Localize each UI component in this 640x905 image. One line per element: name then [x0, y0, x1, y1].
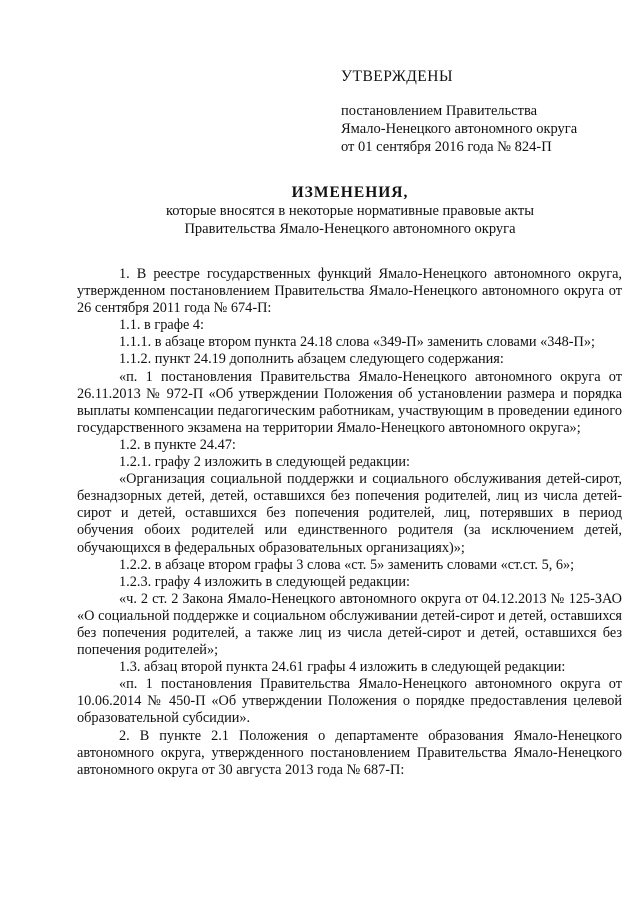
document-title: ИЗМЕНЕНИЯ, [291, 184, 409, 201]
document-body [77, 266, 622, 779]
paragraph-1-2: 1.2. в пункте 24.47: [119, 436, 236, 453]
paragraph-1-3: 1.3. абзац второй пункта 24.61 графы 4 изложить в следующей редакции: [119, 659, 566, 676]
document-subtitle-1: которые вносятся в некоторые нормативные правовые акты [165, 203, 534, 219]
paragraph-1-1: 1.1. в графе 4: [119, 317, 205, 334]
paragraph-1-2-1: 1.2.1. графу 2 изложить в следующей редакции: [119, 454, 410, 471]
approval-line-3: от 01 сентября 2016 года № 824-П [341, 139, 552, 155]
paragraph-quote-3: «ч. 2 ст. 2 Закона Ямало-Ненецкого автономного округа от 04.12.2013 № 125-ЗАО «О социальной поддержке и социальном обслуживании детей-сирот и детей, оставшихся без попечения родителей, а также лиц из числа детей-сирот и детей, оставшихся без попечения родителей»; [77, 590, 622, 659]
paragraph-1-1-2: 1.1.2. пункт 24.19 дополнить абзацем следующего содержания: [119, 351, 504, 368]
paragraph-quote-2: «Организация социальной поддержки и социального обслуживания детей-сирот, безнадзорных детей, детей, оставшихся без попечения родителей, лиц из числа детей-сирот и детей, оставшихся без попечения родителей, лиц, потерявших в период обучения обоих родителей или единственного родителя (за исключением детей, обучающихся в федеральных образовательных организациях)»; [77, 471, 622, 556]
document-subtitle-2: Правительства Ямало-Ненецкого автономного округа [184, 221, 516, 237]
paragraph-2: 2. В пункте 2.1 Положения о департаменте образования Ямало-Ненецкого автономного округа, утвержденного постановлением Правительства Ямало-Ненецкого автономного округа от 30 августа 2013 года № 687-П: [77, 727, 622, 778]
approval-line-2: Ямало-Ненецкого автономного округа [341, 121, 578, 137]
paragraph-1-2-3: 1.2.3. графу 4 изложить в следующей редакции: [119, 573, 410, 590]
document-heading [100, 184, 600, 238]
paragraph-1-1-1: 1.1.1. в абзаце втором пункта 24.18 слова «349-П» заменить словами «348-П»; [119, 334, 595, 351]
paragraph-quote-4: «п. 1 постановления Правительства Ямало-Ненецкого автономного округа от 10.06.2014 № 450-П «Об утверждении Положения о порядке предоставления целевой образовательной субсидии». [77, 676, 622, 727]
paragraph-1: 1. В реестре государственных функций Ямало-Ненецкого автономного округа, утвержденном постановлением Правительства Ямало-Ненецкого автономного округа от 26 сентября 2011 года № 674-П: [77, 266, 622, 317]
paragraph-1-2-2: 1.2.2. в абзаце втором графы 3 слова «ст. 5» заменить словами «ст.ст. 5, 6»; [119, 556, 575, 573]
paragraph-quote-1: «п. 1 постановления Правительства Ямало-Ненецкого автономного округа от 26.11.2013 № 972-П «Об утверждении Положения об установлении размера и порядка выплаты компенсации педагогическим работникам, участвующим в проведении единого государственного экзамена на территории Ямало-Ненецкого автономного округа»; [77, 368, 622, 436]
approval-block [341, 68, 621, 156]
approval-heading: УТВЕРЖДЕНЫ [341, 68, 453, 85]
approval-line-1: постановлением Правительства [341, 103, 538, 119]
